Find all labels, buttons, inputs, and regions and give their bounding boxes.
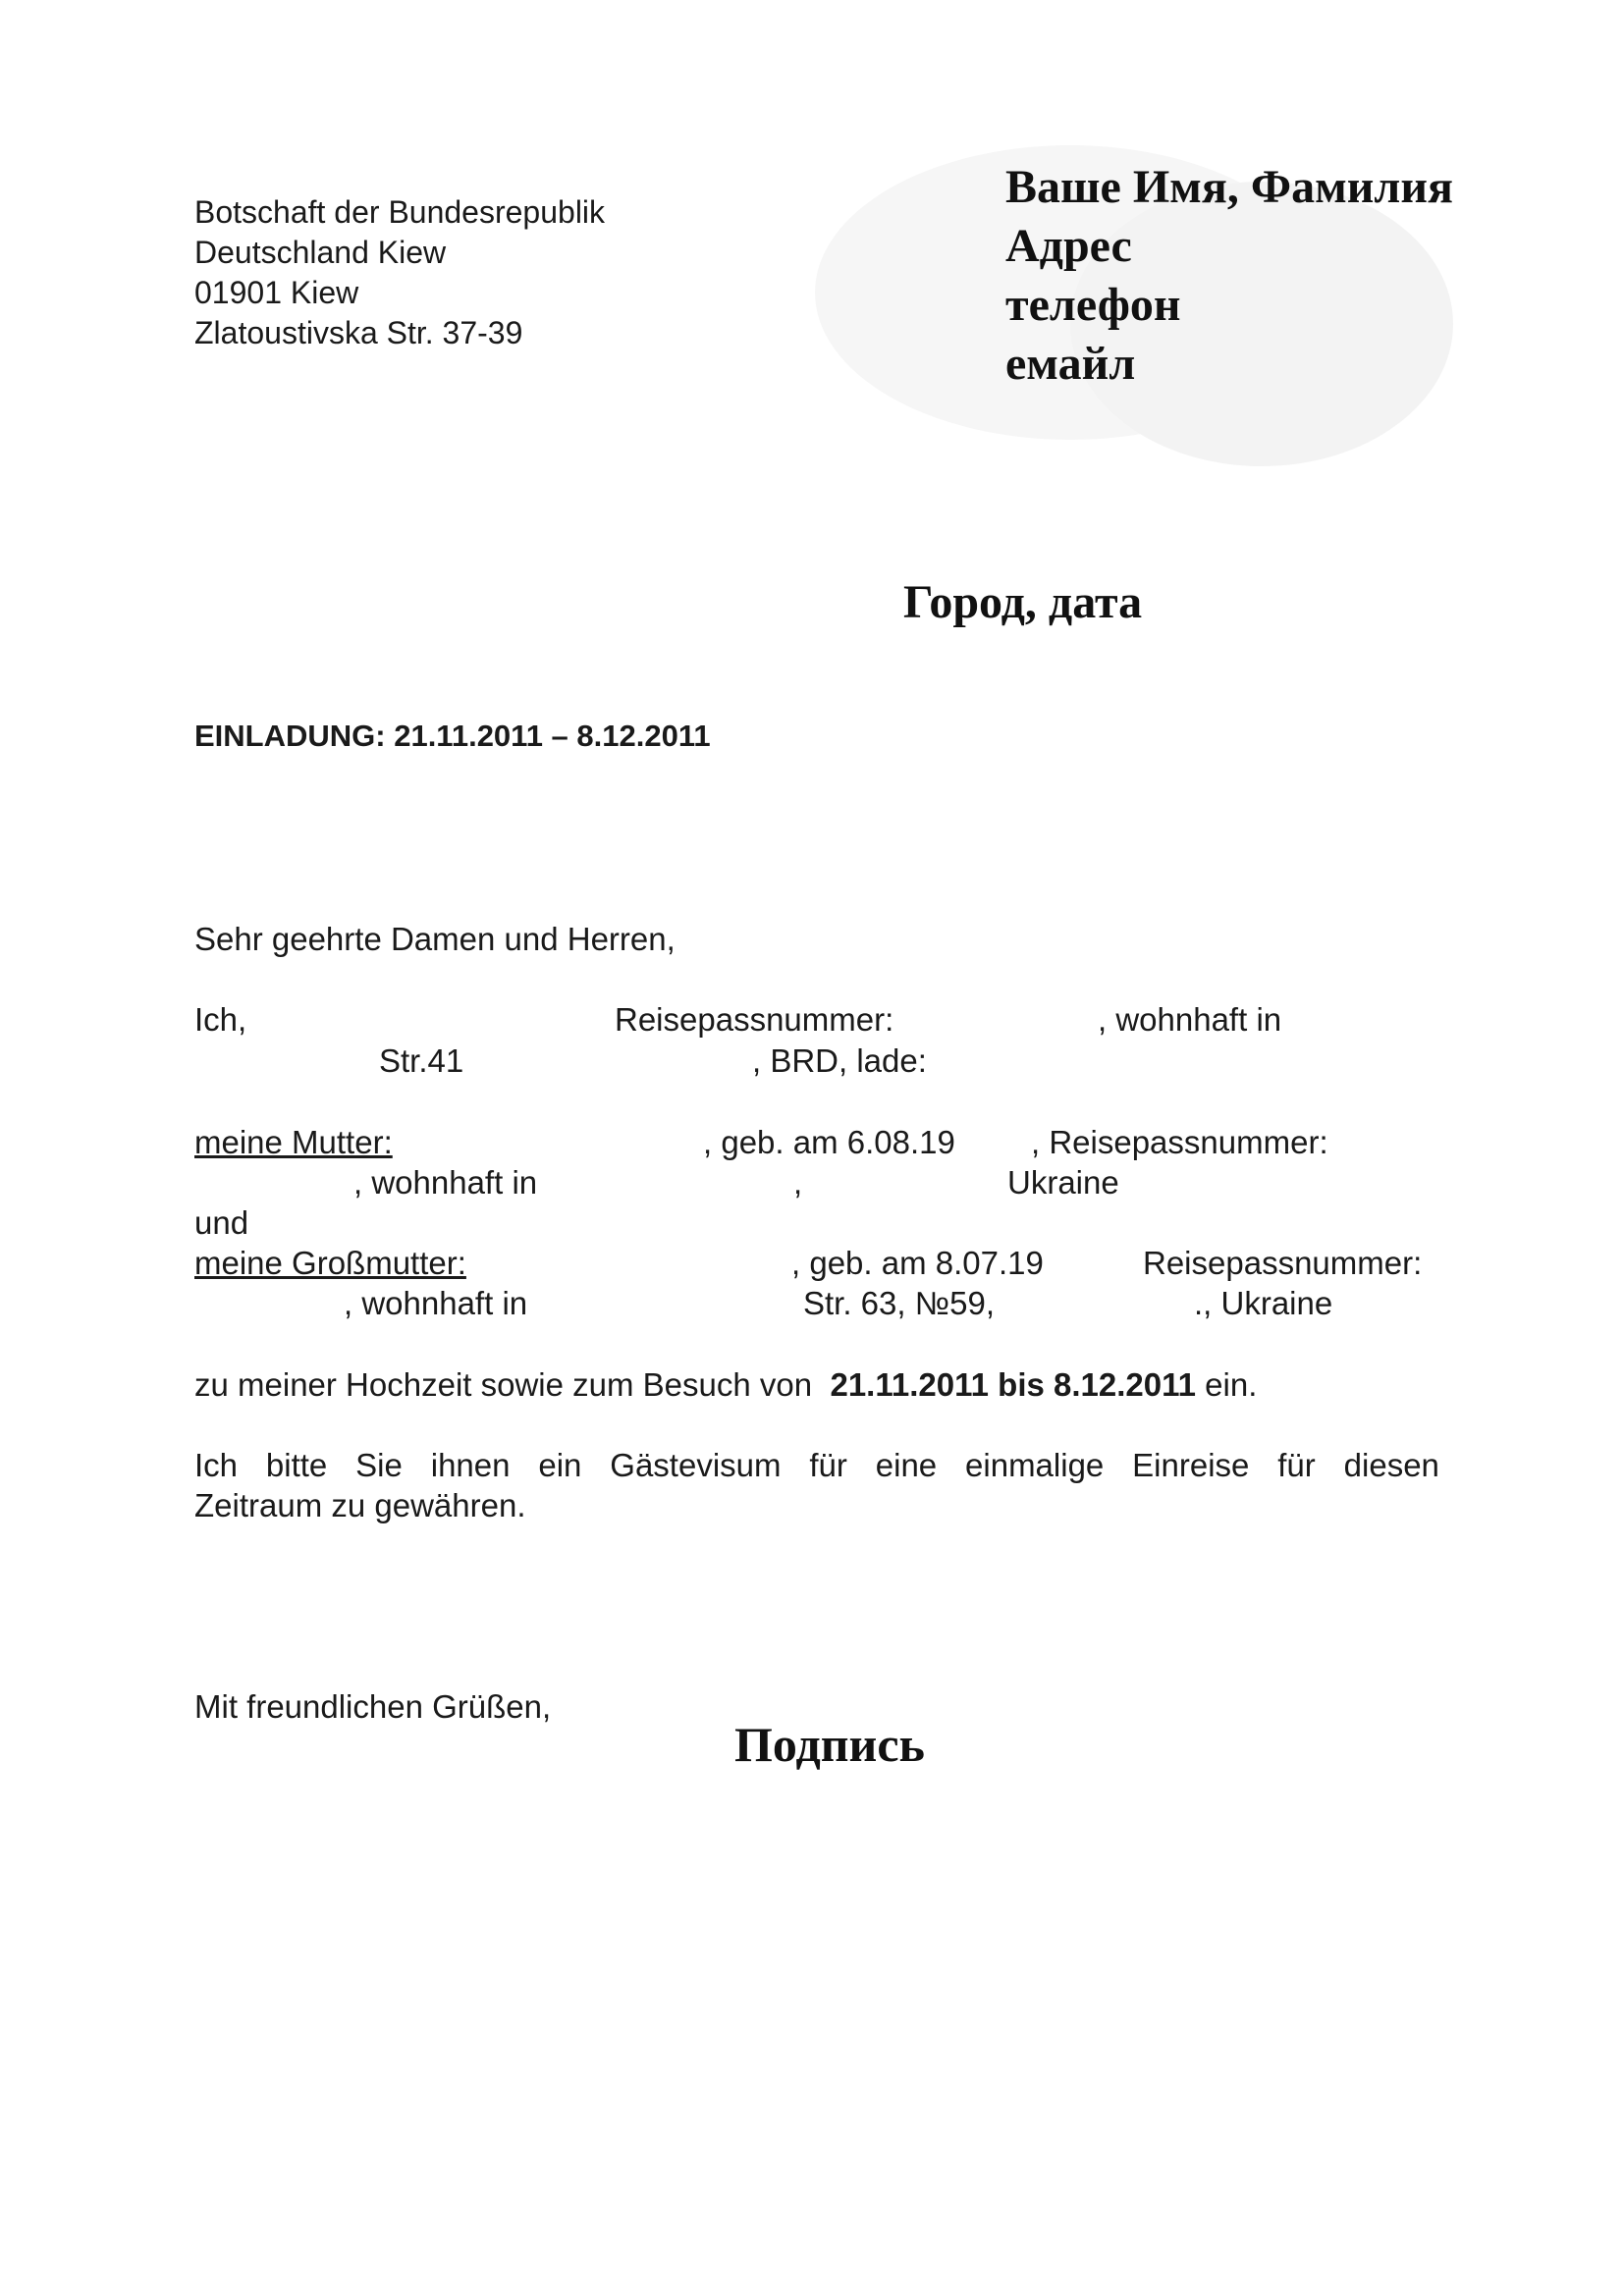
sender-email: емайл (1005, 338, 1136, 390)
mother-wohnhaft-label: , wohnhaft in (353, 1164, 538, 1201)
visit-suffix: ein. (1205, 1366, 1258, 1403)
request-word: Sie (355, 1447, 403, 1483)
request-line-1 (194, 1447, 1439, 1484)
mother-label: meine Mutter: (194, 1124, 393, 1160)
request-word: Gästevisum (610, 1447, 782, 1483)
request-word: diesen (1343, 1447, 1439, 1483)
salutation: Sehr geehrte Damen und Herren, (194, 921, 676, 957)
sender-address: Адрес (1005, 220, 1132, 272)
request-line-2: Zeitraum zu gewähren. (194, 1487, 526, 1523)
request-word: Einreise (1132, 1447, 1250, 1483)
request-word: eine (875, 1447, 938, 1483)
visit-prefix: zu meiner Hochzeit sowie zum Besuch von (194, 1366, 813, 1403)
request-word: bitte (265, 1447, 328, 1483)
sender-name: Ваше Имя, Фамилия (1005, 161, 1453, 213)
grandmother-label: meine Großmutter: (194, 1245, 466, 1281)
reisepass-label: Reisepassnummer: (615, 1001, 894, 1038)
recipient-line: Deutschland Kiew (194, 235, 447, 270)
street-label: Str.41 (379, 1042, 464, 1079)
request-word: für (809, 1447, 847, 1483)
grandmother-address: Str. 63, №59, (803, 1285, 996, 1321)
recipient-line: Botschaft der Bundesrepublik (194, 194, 606, 230)
mother-country: Ukraine (1007, 1164, 1119, 1201)
closing: Mit freundlichen Grüßen, (194, 1688, 552, 1725)
recipient-line: Zlatoustivska Str. 37-39 (194, 315, 523, 350)
subject-line: EINLADUNG: 21.11.2011 – 8.12.2011 (194, 719, 711, 753)
mother-birthdate: , geb. am 6.08.19 (703, 1124, 955, 1160)
request-word: einmalige (965, 1447, 1105, 1483)
grandmother-reisepass-label: Reisepassnummer: (1143, 1245, 1423, 1281)
wohnhaft-label: , wohnhaft in (1098, 1001, 1282, 1038)
grandmother-wohnhaft-label: , wohnhaft in (344, 1285, 528, 1321)
und-conjunction: und (194, 1204, 249, 1241)
grandmother-country: ., Ukraine (1194, 1285, 1333, 1321)
visit-sentence (194, 1366, 1257, 1404)
request-word: ihnen (430, 1447, 511, 1483)
ich-label: Ich, (194, 1001, 247, 1038)
mother-reisepass-label: , Reisepassnummer: (1031, 1124, 1328, 1160)
recipient-line: 01901 Kiew (194, 275, 359, 310)
request-word: ein (538, 1447, 582, 1483)
sender-phone: телефон (1005, 279, 1181, 331)
grandmother-birthdate: , geb. am 8.07.19 (791, 1245, 1044, 1281)
visit-dates: 21.11.2011 bis 8.12.2011 (830, 1366, 1196, 1403)
mother-address-comma: , (793, 1164, 803, 1201)
request-word: Ich (194, 1447, 239, 1483)
request-word: für (1277, 1447, 1316, 1483)
place-date: Город, дата (903, 576, 1143, 628)
signature: Подпись (734, 1717, 925, 1772)
country-label: , BRD, lade: (752, 1042, 927, 1079)
